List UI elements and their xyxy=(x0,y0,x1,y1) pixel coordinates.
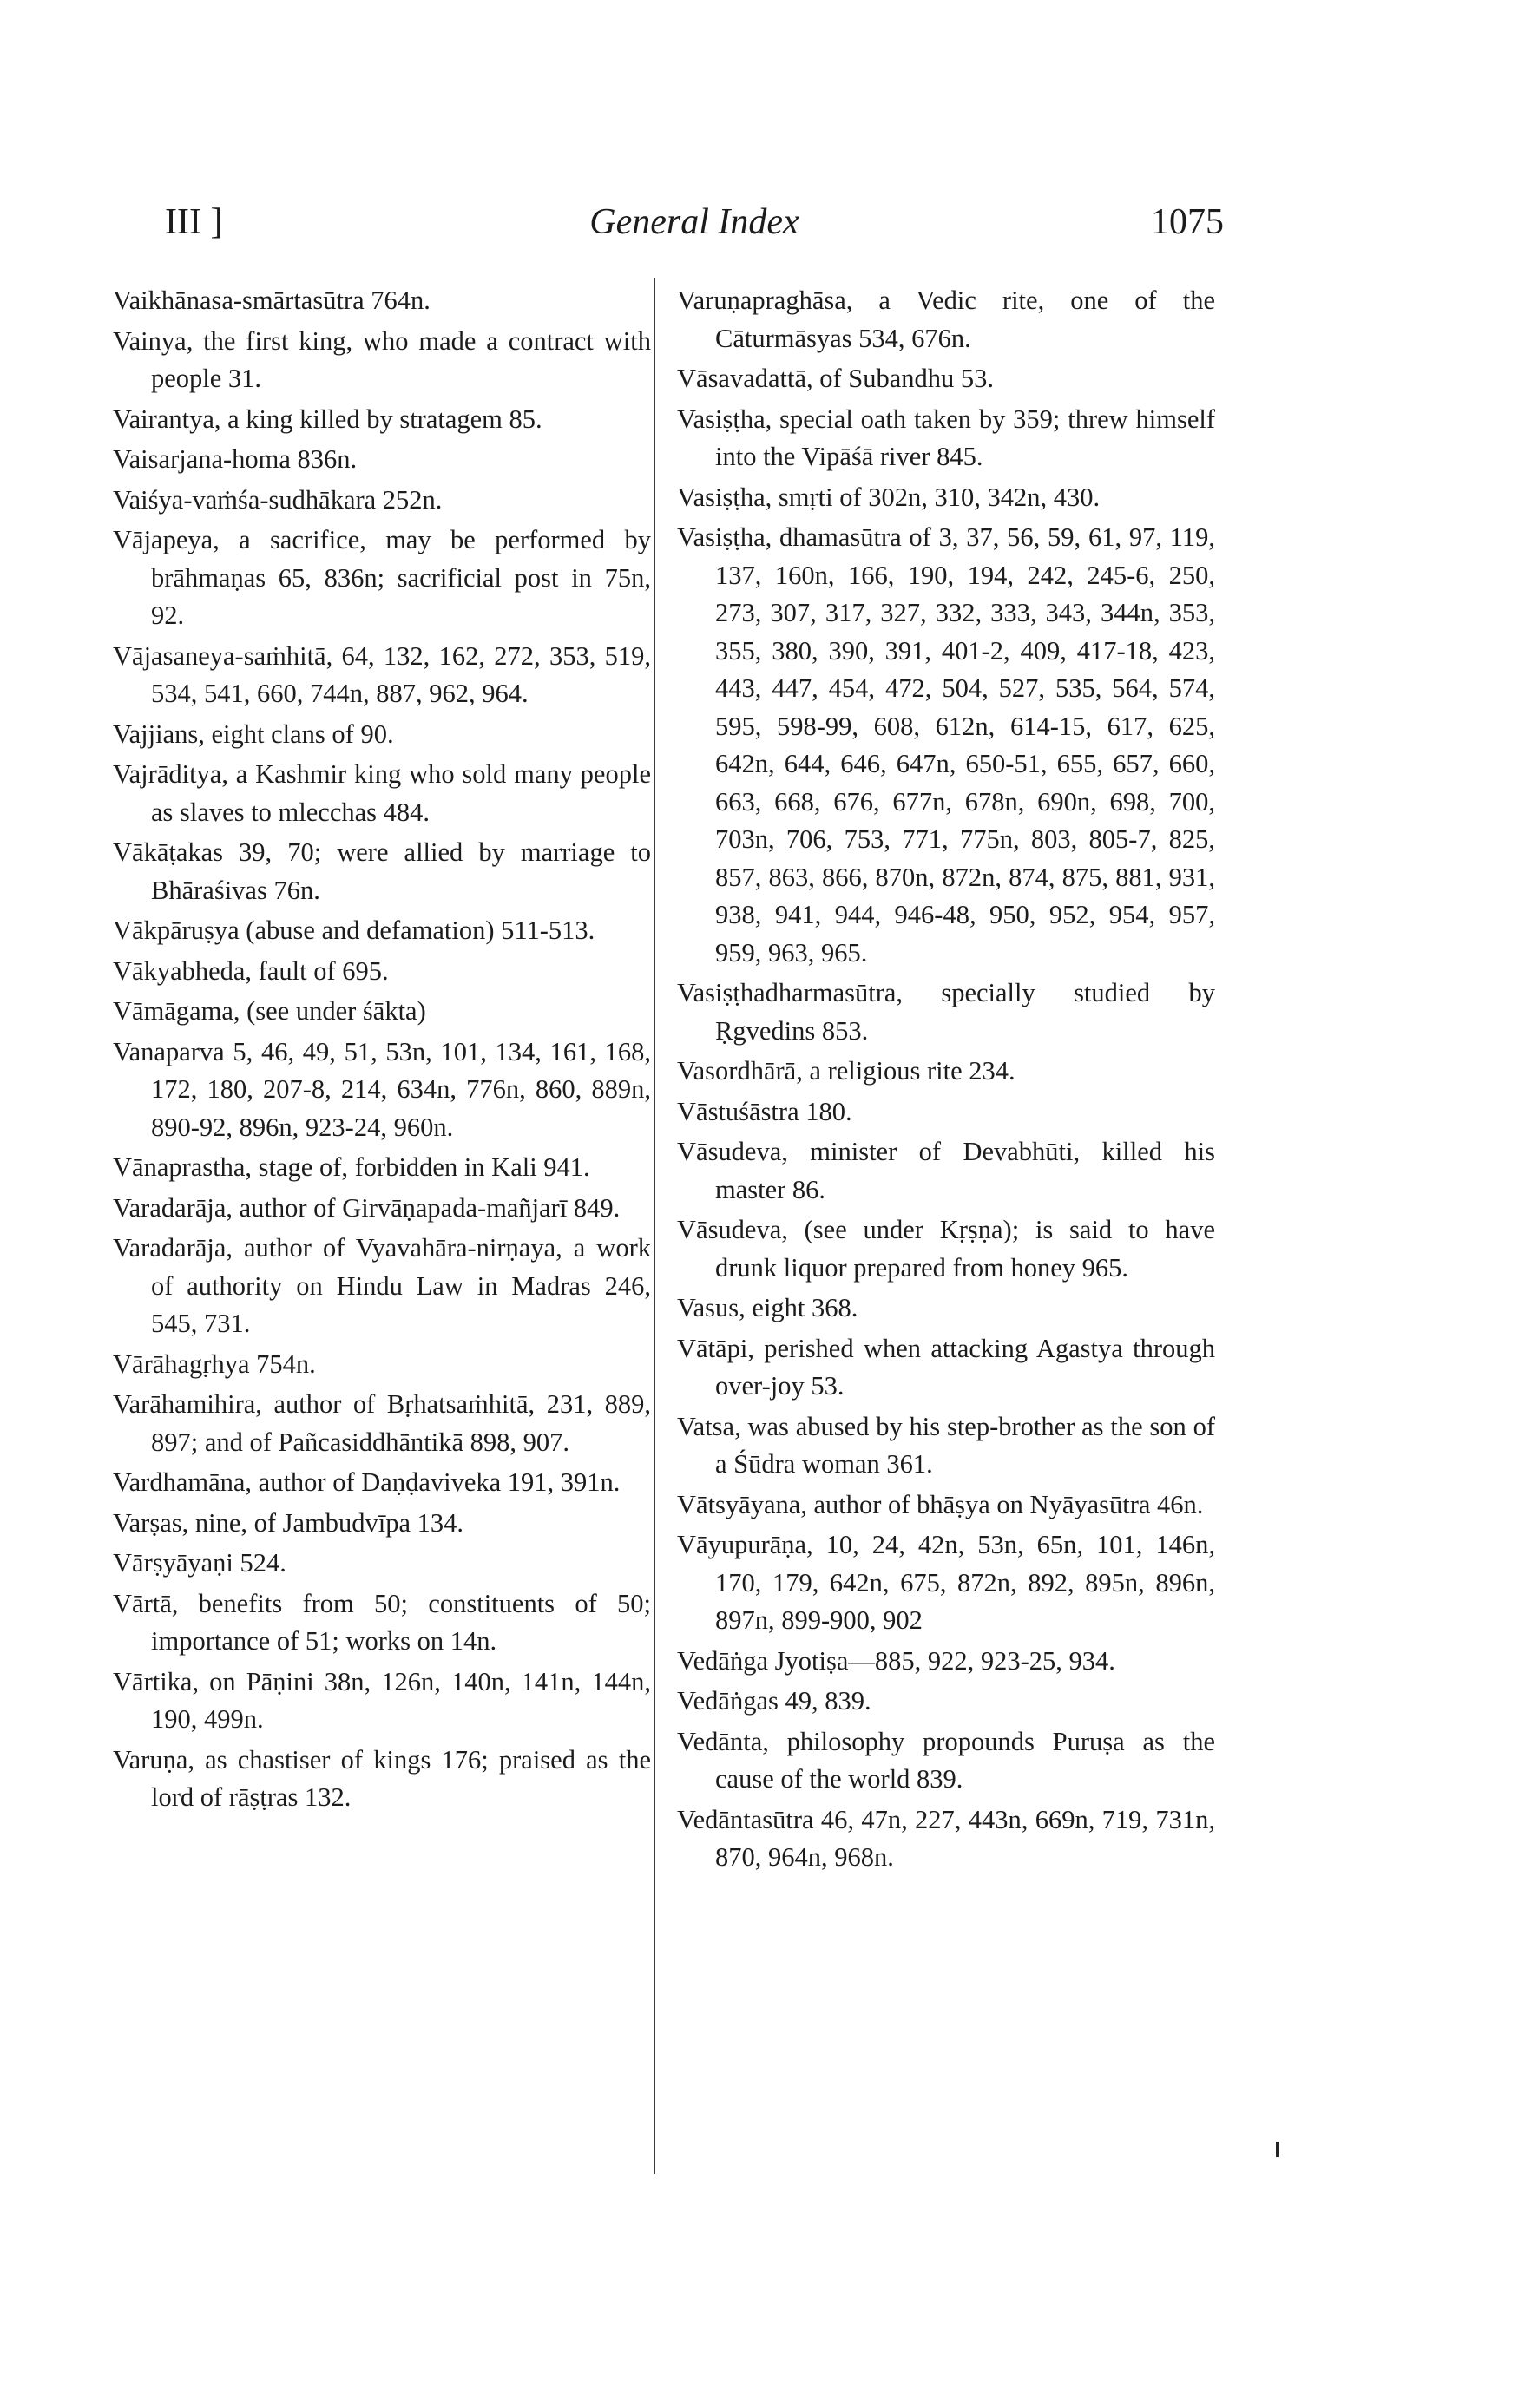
index-entry: Vairantya, a king killed by stratagem 85. xyxy=(113,404,542,434)
index-entry: Vainya, the first king, who made a contract with people 31. xyxy=(113,325,651,393)
index-entry: Vāsudeva, minister of Devabhūti, killed his master 86. xyxy=(677,1137,1215,1204)
index-entry: Vaiśya-vaṁśa-sudhākara 252n. xyxy=(113,484,443,515)
index-entry: Varadarāja, author of Vyavahāra-nirṇaya, a work of authority on Hindu Law in Madras 246, 545, 731. xyxy=(113,1233,651,1338)
index-entry: Vājasaneya-saṁhitā, 64, 132, 162, 272, 353, 519, 534, 541, 660, 744n, 887, 962, 964. xyxy=(113,640,651,708)
stray-mark xyxy=(1276,2142,1279,2157)
index-entry: Vārtā, benefits from 50; constituents of 50; importance of 51; works on 14n. xyxy=(113,1588,651,1656)
index-entry: Vāmāgama, (see under śākta) xyxy=(113,996,426,1026)
index-entry: Vatsa, was abused by his step-brother as the son of a Śūdra woman 361. xyxy=(677,1411,1215,1479)
index-entry: Vākpāruṣya (abuse and defamation) 511-513. xyxy=(113,915,595,945)
page-header xyxy=(165,201,1224,262)
index-column-left xyxy=(113,282,651,1820)
index-entry: Varuṇapraghāsa, a Vedic rite, one of the Cāturmāsyas 534, 676n. xyxy=(677,285,1215,353)
index-entry: Varṣas, nine, of Jambudvīpa 134. xyxy=(113,1507,464,1538)
index-entry: Vasiṣṭhadharmasūtra, specially studied by Ṛgvedins 853. xyxy=(677,978,1215,1046)
index-entry: Vaikhānasa-smārtasūtra 764n. xyxy=(113,285,431,315)
index-entry: Vajjians, eight clans of 90. xyxy=(113,718,394,749)
index-entry: Vedāṅga Jyotiṣa—885, 922, 923-25, 934. xyxy=(677,1645,1115,1676)
index-entry: Vātsyāyana, author of bhāṣya on Nyāyasūtra 46n. xyxy=(677,1489,1204,1519)
index-entry: Vākāṭakas 39, 70; were allied by marriage to Bhāraśivas 76n. xyxy=(113,837,651,905)
index-entry: Varāhamihira, author of Bṛhatsaṁhitā, 231, 889, 897; and of Pañcasiddhāntikā 898, 907. xyxy=(113,1389,651,1457)
column-divider xyxy=(654,278,655,2174)
index-entry: Vanaparva 5, 46, 49, 51, 53n, 101, 134, 161, 168, 172, 180, 207-8, 214, 634n, 776n, 860, 889n, 890-92, 896n, 923-24, 960n. xyxy=(113,1036,651,1142)
index-entry: Varuṇa, as chastiser of kings 176; praised as the lord of rāṣṭras 132. xyxy=(113,1744,651,1812)
index-entry: Vasiṣṭha, special oath taken by 359; threw himself into the Vipāśā river 845. xyxy=(677,404,1215,471)
index-entry: Vānaprastha, stage of, forbidden in Kali 941. xyxy=(113,1152,590,1182)
index-entry: Vāsudeva, (see under Kṛṣṇa); is said to have drunk liquor prepared from honey 965. xyxy=(677,1215,1215,1283)
index-entry: Varadarāja, author of Girvāṇapada-mañjarī 849. xyxy=(113,1192,621,1223)
index-entry: Vātāpi, perished when attacking Agastya through over-joy 53. xyxy=(677,1333,1215,1401)
index-entry: Vārtika, on Pāṇini 38n, 126n, 140n, 141n, 144n, 190, 499n. xyxy=(113,1666,651,1734)
index-entry: Vārāhagṛhya 754n. xyxy=(113,1348,316,1379)
index-entry: Vāyupurāṇa, 10, 24, 42n, 53n, 65n, 101, 146n, 170, 179, 642n, 675, 872n, 892, 895n, 896n, 897n, 899-900, 902 xyxy=(677,1530,1215,1635)
index-entry: Vedāntasūtra 46, 47n, 227, 443n, 669n, 719, 731n, 870, 964n, 968n. xyxy=(677,1804,1215,1872)
index-column-right xyxy=(677,282,1215,1880)
page-title: General Index xyxy=(589,202,799,242)
page-number: 1075 xyxy=(1151,202,1224,242)
index-entry: Vārṣyāyaṇi 524. xyxy=(113,1548,286,1578)
index-entry: Vedānta, philosophy propounds Puruṣa as the cause of the world 839. xyxy=(677,1726,1215,1794)
index-entry: Vasus, eight 368. xyxy=(677,1293,858,1322)
index-entry: Vājapeya, a sacrifice, may be performed by brāhmaṇas 65, 836n; sacrificial post in 75n, 92. xyxy=(113,525,651,630)
index-entry: Vajrāditya, a Kashmir king who sold many people as slaves to mlecchas 484. xyxy=(113,759,651,827)
index-entry: Vākyabheda, fault of 695. xyxy=(113,955,389,986)
index-entry: Vasordhārā, a religious rite 234. xyxy=(677,1056,1015,1086)
index-entry: Vasiṣṭha, dhamasūtra of 3, 37, 56, 59, 61, 97, 119, 137, 160n, 166, 190, 194, 242, 245-6, 250, 273, 307, 317, 327, 332, 333, 343, 344n, 353, 355, 380, 390, 391, 401-2, 409, 417-18, 423, 443, 447, 454, 472, 504, 527, 535, 564, 574, 595, 598-99, 608, 612n, 614-15, 617, 625, 642n, 644, 646, 647n, 650-51, 655, 657, 660, 663, 668, 676, 677n, 678n, 690n, 698, 700, 703n, 706, 753, 771, 775n, 803, 805-7, 825, 857, 863, 866, 870n, 872n, 874, 875, 881, 931, 938, 941, 944, 946-48, 950, 952, 954, 957, 959, 963, 965. xyxy=(677,522,1215,968)
index-entry: Vāstuśāstra 180. xyxy=(677,1096,852,1126)
index-entry: Vaisarjana-homa 836n. xyxy=(113,444,358,474)
index-entry: Vāsavadattā, of Subandhu 53. xyxy=(677,364,995,393)
index-entry: Vasiṣṭha, smṛti of 302n, 310, 342n, 430. xyxy=(677,482,1101,512)
section-label: III ] xyxy=(165,202,223,242)
index-entry: Vardhamāna, author of Daṇḍaviveka 191, 391n. xyxy=(113,1467,621,1497)
index-entry: Vedāṅgas 49, 839. xyxy=(677,1686,871,1716)
